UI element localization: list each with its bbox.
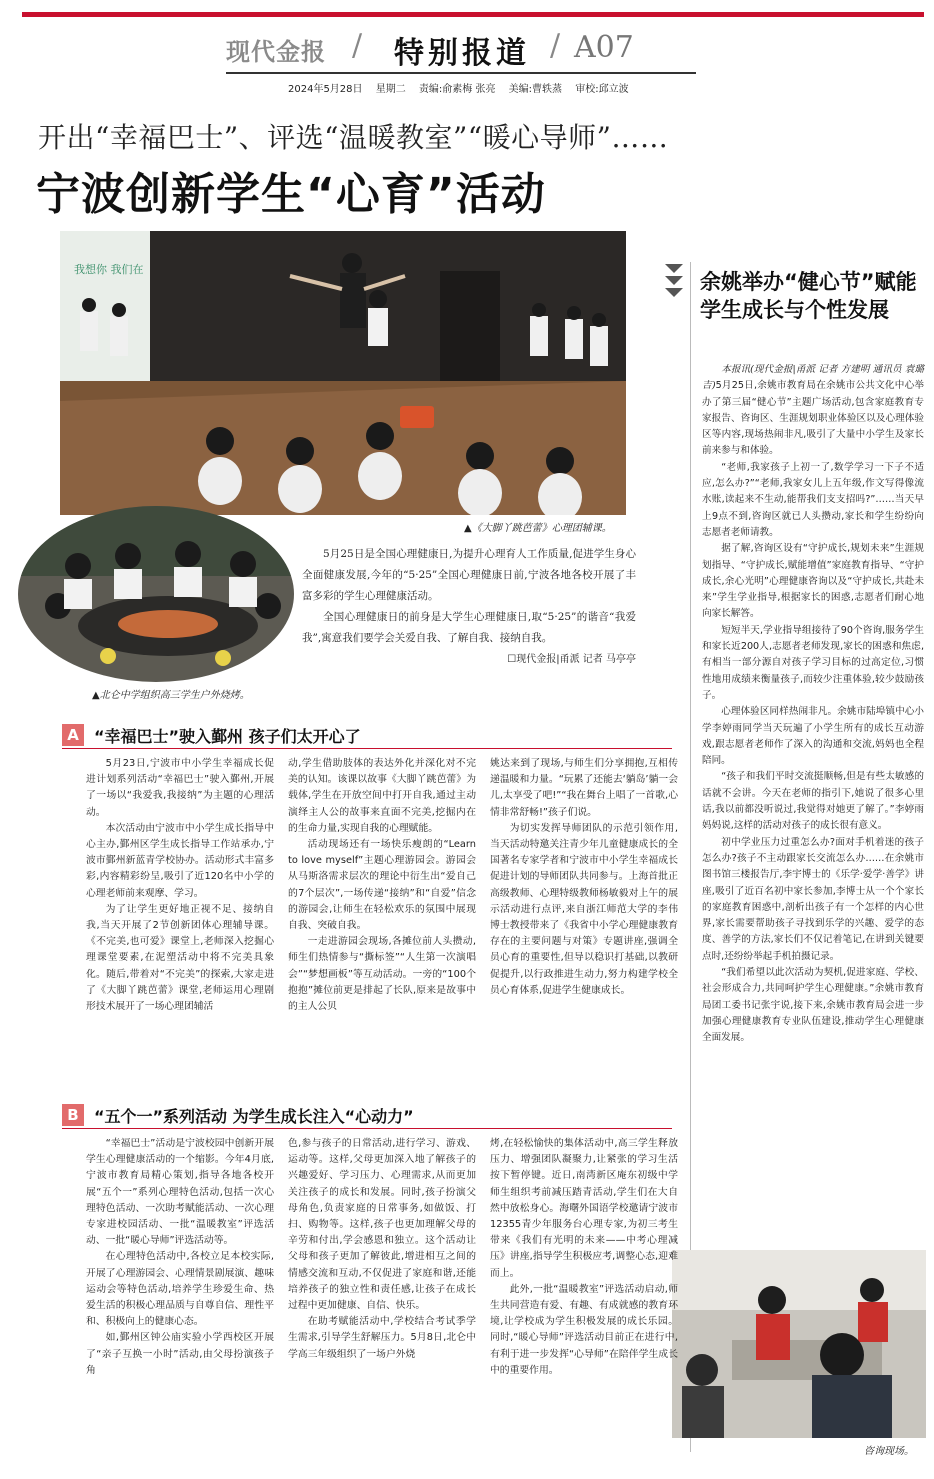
paragraph: 色,参与孩子的日常活动,进行学习、游戏、运动等。这样,父母更加深入地了解孩子的兴趣爱好、学习压力、心理需求,从而更加关注孩子的成长和发展。同时,孩子扮演父母角色,负责家庭的日常事务,如做饭、打扫、购物等。这样,孩子也更加理解父母的辛劳和付出,学会感恩和独立。这个活动让父母和孩子更加了解彼此,增进相互之间的情感交流和互动,不仅促进了家庭和谐,还能培养孩子的独立性和责任感,让孩子在成长过程中更加健康、自信、快乐。 xyxy=(288,1138,476,1312)
section-b-body xyxy=(86,1136,680,1379)
consultation-photo-caption: 咨询现场。 xyxy=(864,1446,914,1457)
article-headline: 宁波创新学生“心育”活动 xyxy=(36,169,546,220)
sidebar-paragraph: 短短半天,学业指导组接待了90个咨询,服务学生和家长近200人,志愿者老师发现,家长的困惑和焦虑,有相当一部分源自对孩子学习目标的过高定位,习惯性地用成绩来衡量孩子,而较少注重体验,较少鼓励孩子。 xyxy=(702,624,924,701)
section-name: 特别报道 xyxy=(394,36,530,71)
article-intro xyxy=(302,544,636,670)
paragraph: 在心理特色活动中,各校立足本校实际,开展了心理游园会、心理情景剧展演、趣味运动会等特色活动,培养学生珍爱生命、热爱生活的积极心理品质与自尊自信、理性平和、积极向上的健康心态。 xyxy=(86,1251,274,1328)
newspaper-name: 现代金报 xyxy=(226,37,326,66)
sidebar-body xyxy=(702,362,924,1046)
sidebar-paragraph: “我们希望以此次活动为契机,促进家庭、学校、社会形成合力,共同呵护学生心理健康。”余姚市教育局团工委书记张宇说,接下来,余姚市教育局会进一步加强心理健康教育专业队伍建设,推动学生心理健康全面发展。 xyxy=(702,966,924,1044)
masthead xyxy=(226,28,786,70)
masthead-separator: / xyxy=(550,28,561,63)
section-b-title: “五个一”系列活动 为学生成长注入“心动力” xyxy=(94,1107,414,1126)
bbq-photo xyxy=(18,506,294,682)
sidebar-paragraph: 据了解,咨询区设有“守护成长,规划未来”生涯规划指导、“守护成长,赋能增值”家庭教育指导、“守护成长,余心光明”心理健康咨询以及“守护成长,共赴未来”学生学业指导,根据家长的困惑,志愿者们耐心地向家长解答。 xyxy=(702,543,924,620)
paragraph: 动,学生借助肢体的表达外化并深化对不完美的认知。该课以故事《大脚丫跳芭蕾》为载体,学生在开放空间中打开自我,通过主动演绎主人公的故事来直面不完美,挖掘内在的生命力量,实现自我的心理赋能。 xyxy=(288,758,476,834)
masthead-separator: / xyxy=(352,28,363,63)
section-a-body xyxy=(86,756,680,1015)
text-column xyxy=(490,756,678,1015)
section-a-title: “幸福巴士”驶入鄞州 孩子们太开心了 xyxy=(94,727,361,746)
banner-text: 我想你 我们在 xyxy=(74,263,144,276)
editors: 责编:俞素梅 张亮 xyxy=(418,84,496,95)
issue-weekday: 星期二 xyxy=(375,84,406,95)
paragraph: 活动现场还有一场快乐瘦朗的“Learn to love myself”主题心理游园会。游园会从马斯洛需求层次的理论中衍生出“爱自己的7个层次”,一场传递“接纳”和“自爱”信念的游园会,让师生在轻松欢乐的氛围中展现自我、突破自我。 xyxy=(288,839,476,932)
chevron-down-icon xyxy=(662,264,686,300)
intro-credit: ☐现代金报|甬派 记者 马亭亭 xyxy=(507,654,636,665)
main-photo-caption: ▲《大脚丫跳芭蕾》心理团辅课。 xyxy=(464,523,612,534)
section-a-header xyxy=(62,724,682,750)
masthead-rule xyxy=(226,72,696,74)
article-kicker: 开出“幸福巴士”、评选“温暖教室”“暖心导师”…… xyxy=(38,121,669,154)
section-letter-badge: A xyxy=(62,724,84,746)
sidebar-paragraph: “孩子和我们平时交流挺顺畅,但是有些太敏感的话就不会讲。今天在老师的指引下,她说了很多心里话,我以前都没听说过,我觉得对她更了解了。”李婷雨妈妈说,这样的活动对孩子的成长很有意义。 xyxy=(702,771,924,832)
text-column xyxy=(86,756,274,1015)
sidebar-paragraph: 初中学业压力过重怎么办?面对手机着迷的孩子怎么办?孩子不主动跟家长交流怎么办……在余姚市图书馆三楼报告厅,李宇博士的《乐学·爱学·善学》讲座,吸引了近百名初中家长参加,李博士从一个个家长的家庭教育困惑中,剖析出孩子有一个怎样的内心世界,家长需要帮助孩子寻找到乐学的兴趣、爱学的态度、善学的方法,家长们不仅记着笔记,在讲到关键要点时,还纷纷举起手机拍摄记录。 xyxy=(702,836,924,962)
paragraph: 为了让学生更好地正视不足、接纳自我,当天开展了2节创新团体心理辅导课。《不完美,也可爱》课堂上,老师深入挖掘心理课堂要素,在泥塑活动中将不完美具象化。随后,带着对“不完美”的探索,大家走进了《大脚丫跳芭蕾》课堂,老师运用心理剧形技术展开了一场心理团辅活 xyxy=(86,903,274,1013)
issue-date: 2024年5月28日 xyxy=(288,84,363,95)
text-column xyxy=(288,1136,476,1379)
sidebar-paragraph: 心理体验区同样热闹非凡。余姚市陆埠镇中心小学李婷雨同学当天玩遍了小学生所有的成长互动游戏,跟志愿者老师作了深入的沟通和交流,妈妈也全程陪同。 xyxy=(702,706,924,767)
intro-paragraph: 5月25日是全国心理健康日,为提升心理育人工作质量,促进学生身心全面健康发展,今年的“5·25”全国心理健康日前,宁波各地各校开展了丰富多彩的学生心理健康活动。 xyxy=(302,548,636,602)
bbq-photo-caption: ▲北仑中学组织高三学生户外烧烤。 xyxy=(92,690,250,701)
dateline xyxy=(288,80,639,95)
paragraph: “幸福巴士”活动是宁波校园中创新开展学生心理健康活动的一个缩影。今年4月底,宁波市教育局精心策划,指导各地各校开展“五个一”系列心理特色活动,包括一次心理特色活动、一次助考赋能活动、一次心理专家进校园活动、一批“温暖教室”评选活动、一批“暖心导师”评选活动等。 xyxy=(86,1138,274,1247)
paragraph: 此外,一批“温暖教室”评选活动启动,师生共同营造有爱、有趣、有成就感的教育环境,让学校成为学生积极发展的成长乐园。同时,“暖心导师”评选活动目前正在进行中,有利于进一步发挥“心导师”在陪伴学生成长中的重要作用。 xyxy=(490,1283,678,1376)
sidebar-title: 余姚举办“健心节”赋能学生成长与个性发展 xyxy=(700,270,917,322)
paragraph: 为切实发挥导师团队的示范引领作用,当天活动特邀关注青少年儿童健康成长的全国著名专家学者和宁波市中小学生幸福成长促进计划的导师团队共同参与。上海首批正高级教师、心理特级教师杨敏毅对上午的展示活动进行点评,来自浙江师范大学的李伟博士教授带来了《我省中小学心理健康教育存在的主要问题与对策》专题讲座,强调全员心育的重要性,但导以稳识打基础,以教研促提升,以行政推进生动力,努力构建学校全员心育体系,促进学生健康成长。 xyxy=(490,822,678,996)
text-column xyxy=(86,1136,274,1379)
section-b-header xyxy=(62,1104,682,1130)
designer: 美编:曹轶蒸 xyxy=(508,84,563,95)
consultation-photo xyxy=(672,1250,926,1438)
sidebar-paragraph: “老师,我家孩子上初一了,数学学习一下子不适应,怎么办?”“老师,我家女儿上五年级,作文写得像流水账,读起来不生动,能帮我们支支招吗?”……当天早上9点不到,咨询区就已人头攒动,家长和学生纷纷向志愿者老师请教。 xyxy=(702,461,924,538)
main-photo xyxy=(60,231,626,515)
section-letter-badge: B xyxy=(62,1104,84,1126)
proofreader: 审校:邱立波 xyxy=(575,84,629,95)
text-column xyxy=(288,756,476,1015)
text-column xyxy=(490,1136,678,1379)
paragraph: 在助考赋能活动中,学校结合考试季学生需求,引导学生舒解压力。5月8日,北仑中学高三年级组织了一场户外烧 xyxy=(288,1316,476,1360)
paragraph: 5月23日,宁波市中小学生幸福成长促进计划系列活动“幸福巴士”驶入鄞州,开展了一场以“我爱我,我接纳”为主题的心理活动。 xyxy=(86,758,274,818)
intro-paragraph: 全国心理健康日的前身是大学生心理健康日,取“5·25”的谐音“我爱我”,寓意我们要学会关爱自我、了解自我、接纳自我。 xyxy=(302,611,636,644)
sidebar-paragraph: 5月25日,余姚市教育局在余姚市公共文化中心举办了第三届“健心节”主题广场活动,包含家庭教育专家报告、咨询区、生涯规划职业体验区以及心理体验区等内容,现场热闹非凡,吸引了大量中小学生及家长前来参与和体验。 xyxy=(702,380,924,457)
paragraph: 烤,在轻松愉快的集体活动中,高三学生释放压力、增强团队凝聚力,让紧张的学习生活按下暂停键。近日,南湾新区庵东初级中学师生组织考前减压踏青活动,学生们在大自然中放松身心。海曙外国语学校邀请宁波市12355青少年服务台心理专家,为初三考生带来《我们有光明的未来——中考心理减压》讲座,指导学生积极应考,调整心态,迎难而上。 xyxy=(490,1138,678,1279)
sidebar-byline: 本报讯(现代金报|甬派 记者 方建明 通讯员 袁璐吉) xyxy=(702,364,924,392)
paragraph: 一走进游园会现场,各摊位前人头攒动,师生们热情参与“撕标签”“人生第一次演唱会”“梦想画板”等互动活动。一旁的“100个抱抱”摊位前更是排起了长队,原来是故事中的主人公贝 xyxy=(288,936,476,1013)
paragraph: 本次活动由宁波市中小学生成长指导中心主办,鄞州区学生成长指导工作站承办,宁波市鄞州新蓝青学校协办。活动形式丰富多彩,内容精彩纷呈,吸引了近120名中小学的心理老师前来观摩、学习。 xyxy=(86,822,274,899)
masthead-top-rule xyxy=(22,12,924,17)
section-rule xyxy=(62,1128,672,1129)
page-number: A07 xyxy=(574,30,634,65)
paragraph: 姚达来到了现场,与师生们分享拥抱,互相传递温暖和力量。“玩累了还能去‘躺岛’躺一会儿,太享受了吧!”“我在舞台上唱了一首歌,心情非常舒畅!”孩子们说。 xyxy=(490,758,678,818)
section-rule xyxy=(62,748,672,749)
paragraph: 如,鄞州区钟公庙实验小学西校区开展了“亲子互换一小时”活动,由父母扮演孩子角 xyxy=(86,1332,274,1376)
